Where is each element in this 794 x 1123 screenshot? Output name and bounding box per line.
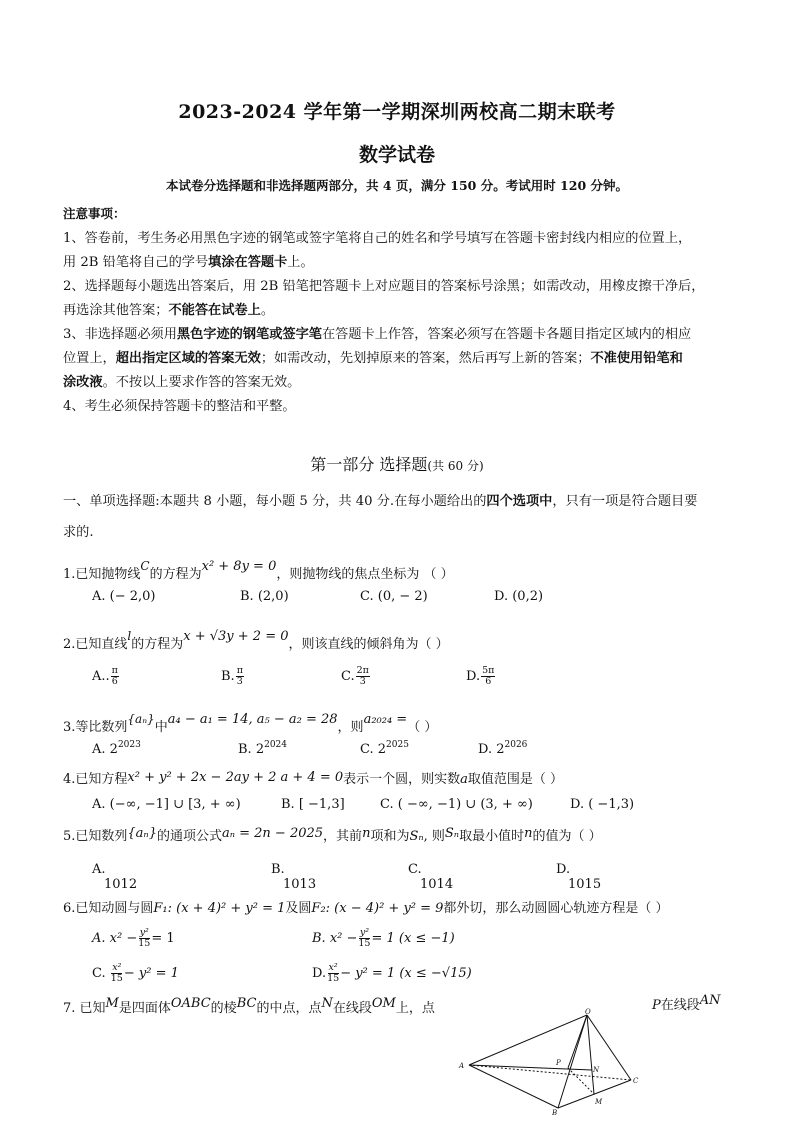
opt-letter: A.: [92, 862, 106, 877]
q6-option-b: [312, 928, 455, 949]
opt-letter: C.: [408, 862, 422, 877]
notice-emphasis: 黑色字迹的钢笔或签字笔: [176, 327, 322, 342]
notice-emphasis: 不能答在试卷上: [168, 303, 261, 318]
fraction: [481, 666, 495, 687]
opt-value: 1013: [283, 877, 317, 892]
opt-value: 1012: [104, 877, 138, 892]
exam-subtitle: 数学试卷: [358, 144, 435, 166]
label-a: A: [459, 1062, 465, 1070]
q3-option-a: [92, 740, 141, 757]
q4-option-c: C. ( −∞, −1) ∪ (3, + ∞): [380, 797, 533, 812]
notice-text: 位置上，: [63, 351, 116, 366]
intro-text: ，只有一项是符合题目要: [552, 494, 698, 509]
opt-value: 1014: [420, 877, 454, 892]
q-symbol: OM: [371, 996, 396, 1011]
segment-an: [469, 1065, 592, 1070]
q-symbol: P: [652, 998, 661, 1013]
question-2: [63, 629, 449, 652]
q-text: 取最小值时: [459, 829, 525, 844]
q-symbol: {aₙ}: [127, 712, 155, 726]
q5-option-b: [271, 862, 316, 892]
q-text: 的通项公式: [156, 829, 222, 844]
q2-option-d: [466, 666, 496, 687]
q5-option-a: [92, 862, 137, 892]
q-symbol: l: [127, 629, 132, 643]
edge-ob: [558, 1015, 587, 1108]
q-equation: F₁: (x + 4)² + y² = 1: [153, 901, 286, 916]
edge-oa: [469, 1015, 587, 1065]
opt-letter: B.: [271, 862, 285, 877]
denominator: 6: [485, 676, 492, 687]
exponent: 2025: [386, 740, 409, 750]
exponent: 2026: [504, 740, 528, 750]
denominator: 15: [358, 938, 371, 949]
q-text: , 则: [423, 829, 445, 844]
denominator: 15: [327, 973, 340, 984]
q-text: 5.已知数列: [63, 829, 128, 844]
q-text: 的方程为: [131, 637, 184, 652]
q-text: ，则: [337, 720, 364, 735]
opt-tail: − y² = 1 (x ≤ −√15): [340, 966, 472, 981]
label-p: P: [556, 1059, 561, 1067]
opt-letter: A..: [92, 669, 110, 684]
q-text: 的方程为: [149, 567, 202, 582]
q2-option-b: [221, 666, 245, 687]
q-text: 项和为: [370, 829, 410, 844]
notice-text: 用 2B 铅笔将自己的学号: [63, 255, 209, 270]
part-intro-line-2: 求的.: [63, 525, 94, 540]
q-text: 2.已知直线: [63, 637, 128, 652]
q-text: ，其前: [323, 829, 363, 844]
numerator: y²: [139, 927, 149, 938]
q-text: 在线段: [660, 998, 700, 1013]
q5-option-d: [556, 862, 601, 892]
q6-option-a: [92, 928, 175, 949]
q2-option-c: [341, 666, 371, 687]
notice-text: 再选涂其他答案；: [63, 303, 169, 318]
q-symbol: Sₙ: [444, 826, 460, 841]
q-text: 及圆: [285, 901, 312, 916]
section-title: [0, 452, 794, 475]
numerator: 2π: [356, 665, 369, 676]
fraction: [327, 963, 339, 984]
opt-letter: A. 2: [92, 742, 118, 757]
notice-3-line-2: [63, 347, 683, 366]
opt-lead: B. x² −: [312, 931, 358, 946]
numerator: 5π: [482, 665, 495, 676]
q-text: 的中点，点: [256, 1001, 322, 1016]
q-text: 的值为（ ）: [532, 829, 602, 844]
q-text: 取值范围是（ ）: [467, 772, 564, 787]
exponent: 2023: [117, 740, 141, 750]
numerator: π: [111, 665, 118, 676]
intro-text: 一、单项选择题:本题共 8 小题，每小题 5 分，共 40 分.在每小题给出的: [63, 494, 487, 509]
q-text: 的棱: [210, 1001, 237, 1016]
notice-2-line-1: 2、选择题每小题选出答案后，用 2B 铅笔把答题卡上对应题目的答案标号涂黑；如需改动，用橡皮擦干净后，: [63, 279, 705, 294]
q4-option-b: B. [ −1,3]: [281, 797, 345, 812]
tetrahedron-figure: [455, 1008, 655, 1116]
numerator: y²: [359, 927, 370, 938]
fraction: [358, 928, 370, 949]
notice-1-line-2: [63, 251, 314, 270]
notice-3-line-1: [63, 323, 691, 342]
numerator: x²: [328, 962, 338, 973]
section-score: (共 60 分): [427, 459, 484, 473]
q-equation: x² + 8y = 0: [201, 559, 277, 574]
q-equation: F₂: (x − 4)² + y² = 9: [311, 901, 444, 916]
q-symbol: BC: [236, 996, 257, 1011]
notice-emphasis: 涂改液: [63, 375, 103, 390]
q-text: 7. 已知: [63, 1001, 106, 1016]
q-text: 在线段: [332, 1001, 372, 1016]
exponent: 2024: [264, 740, 287, 750]
q3-option-d: [478, 740, 527, 757]
q1-option-a: A. (− 2,0): [92, 589, 156, 604]
q-symbol: n: [524, 826, 533, 841]
label-b: B: [552, 1109, 558, 1116]
q6-option-d: [312, 963, 472, 984]
numerator: π: [236, 665, 243, 676]
q-equation: x + √3y + 2 = 0: [183, 629, 289, 644]
notice-text: 在答题卡上作答，答案必须写在答题卡各题目指定区域内的相应: [321, 327, 692, 342]
notice-emphasis: 填涂在答题卡: [208, 255, 288, 270]
q-symbol: Sₙ: [409, 829, 424, 844]
denominator: 3: [236, 676, 243, 687]
opt-letter: D. 2: [478, 742, 505, 757]
q-text: ，则该直线的倾斜角为（ ）: [288, 637, 449, 652]
q-symbol: M: [105, 996, 119, 1011]
question-7: [63, 997, 435, 1016]
edge-ab: [469, 1065, 558, 1108]
label-m: M: [595, 1098, 603, 1106]
notice-text: 。: [260, 303, 274, 318]
section-name: 第一部分 选择题: [310, 455, 428, 474]
opt-letter: C.: [341, 669, 355, 684]
q-text: （ ）: [407, 720, 438, 735]
q-text: 6.已知动圆与圆: [63, 901, 154, 916]
q-text: 中: [154, 720, 168, 735]
q-text: 表示一个圆，则实数: [343, 772, 461, 787]
q-text: 4.已知方程: [63, 772, 128, 787]
denominator: 6: [111, 676, 118, 687]
question-1: [63, 559, 454, 582]
opt-value: 1015: [568, 877, 602, 892]
label-n: N: [593, 1066, 600, 1074]
notice-text: 。不按以上要求作答的答案无效。: [102, 375, 301, 390]
notice-text: ；如需改动，先划掉原来的答案，然后再写上新的答案；: [260, 351, 591, 366]
q-equation: a₄ − a₁ = 14, a₅ − a₂ = 28: [167, 712, 338, 727]
q-text: 1.已知抛物线: [63, 567, 141, 582]
edge-ac-hidden: [469, 1065, 631, 1080]
notice-4: 4、考生必须保持答题卡的整洁和平整。: [63, 399, 296, 414]
notice-3-line-3: [63, 371, 300, 390]
opt-lead: C.: [92, 966, 106, 981]
q6-option-c: [92, 963, 179, 984]
opt-letter: B. 2: [238, 742, 265, 757]
opt-letter: C. 2: [360, 742, 387, 757]
notice-emphasis: 不准使用铅笔和: [590, 351, 683, 366]
opt-tail: = 1 (x ≤ −1): [371, 931, 455, 946]
segment-pm-hidden: [568, 1068, 594, 1094]
q1-option-b: B. (2,0): [240, 589, 289, 604]
notice-2-line-2: [63, 299, 274, 318]
fraction: [356, 666, 370, 687]
q4-option-d: D. ( −1,3): [570, 797, 635, 812]
q3-option-b: [238, 740, 287, 757]
q-symbol: AN: [699, 993, 721, 1008]
notice-emphasis: 超出指定区域的答案无效: [115, 351, 261, 366]
notice-heading: 注意事项：: [63, 206, 126, 221]
q-text: 都外切，那么动圆圆心轨迹方程是（ ）: [443, 901, 669, 916]
question-6: [63, 897, 669, 916]
segment-op: [568, 1015, 587, 1068]
q-target: a₂₀₂₄ =: [363, 712, 408, 727]
denominator: 15: [138, 938, 151, 949]
notice-text: 上。: [287, 255, 314, 270]
fraction: [236, 666, 244, 687]
label-o: O: [585, 1008, 591, 1016]
denominator: 15: [110, 973, 123, 984]
fraction: [111, 666, 119, 687]
q-equation: x² + y² + 2x − 2ay + 2 a + 4 = 0: [127, 770, 344, 785]
q-symbol: C: [140, 559, 150, 573]
opt-letter: B.: [221, 669, 235, 684]
opt-tail: − y² = 1: [123, 966, 179, 981]
notice-text: 3、非选择题必须用: [63, 327, 177, 342]
q-text: 上，点: [395, 1001, 435, 1016]
exam-title: 2023-2024 学年第一学期深圳两校高二期末联考: [178, 101, 616, 123]
numerator: x²: [112, 962, 122, 973]
q1-option-d: D. (0,2): [494, 589, 544, 604]
exam-intro: 本试卷分选择题和非选择题两部分，共 4 页，满分 150 分。考试用时 120 分钟。: [166, 178, 628, 193]
q5-option-c: [408, 862, 453, 892]
q-symbol: n: [362, 826, 371, 841]
q-symbol: N: [321, 996, 333, 1011]
q-text: 是四面体: [118, 1001, 171, 1016]
notice-1-line-1: 1、答卷前，考生务必用黑色字迹的钢笔或签字笔将自己的姓名和学号填写在答题卡密封线内相应的位置上，: [63, 231, 692, 246]
part-intro-line-1: [63, 490, 697, 509]
q-text: ，则抛物线的焦点坐标为 （ ）: [276, 567, 454, 582]
fraction: [111, 963, 123, 984]
opt-letter: D.: [556, 862, 571, 877]
label-c: C: [633, 1077, 639, 1085]
q-equation: aₙ = 2n − 2025: [221, 826, 324, 841]
question-5: [63, 825, 602, 844]
segment-om: [587, 1015, 594, 1094]
q3-option-c: [360, 740, 409, 757]
q4-option-a: A. (−∞, −1] ∪ [3, + ∞): [92, 797, 241, 812]
denominator: 3: [359, 676, 366, 687]
opt-tail: = 1: [151, 931, 175, 946]
q-text: 3.等比数列: [63, 720, 128, 735]
q2-option-a: [92, 666, 120, 687]
opt-letter: D.: [466, 669, 481, 684]
q-symbol: {aₙ}: [127, 826, 157, 841]
fraction: [138, 928, 150, 949]
question-7-tail: [652, 994, 721, 1013]
question-3: [63, 712, 438, 735]
question-4: [63, 768, 563, 787]
opt-lead: D.: [312, 966, 327, 981]
q-symbol: a: [460, 772, 468, 787]
intro-emphasis: 四个选项中: [486, 494, 553, 509]
q1-option-c: C. (0, − 2): [360, 589, 428, 604]
opt-lead: A. x² −: [92, 931, 138, 946]
q-symbol: OABC: [170, 996, 211, 1011]
